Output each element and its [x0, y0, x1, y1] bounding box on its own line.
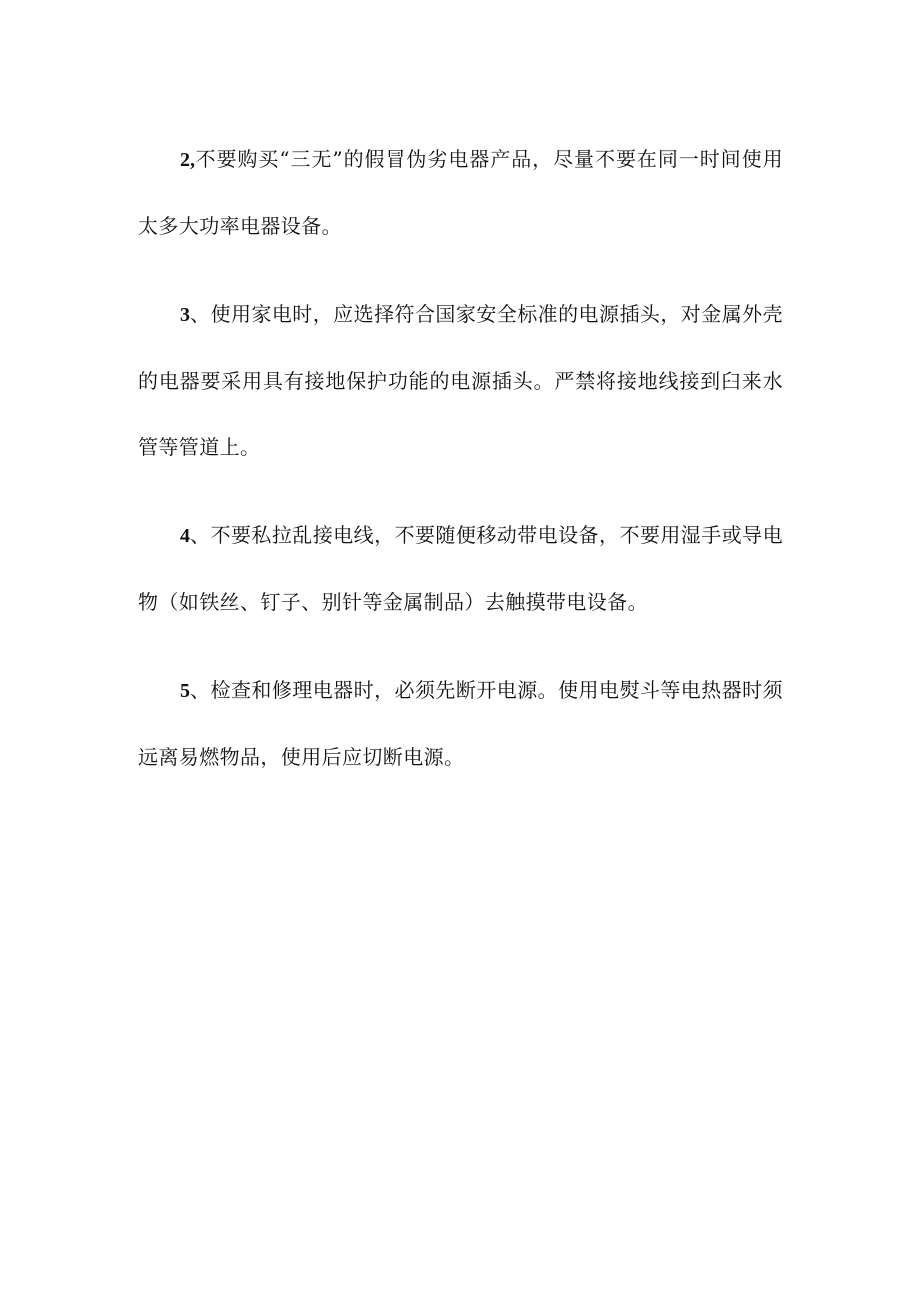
paragraph-item-4 — [138, 502, 783, 635]
paragraph-text: 、检查和修理电器时，必须先断开电源。使用电熨斗等电热器时须远离易燃物品，使用后应切断电源。 — [138, 678, 783, 769]
paragraph-item-3 — [138, 281, 783, 480]
paragraph-text: 、不要私拉乱接电线，不要随便移动带电设备，不要用湿手或导电物（如铁丝、钉子、别针等金属制品）去触摸带电设备。 — [138, 523, 783, 614]
paragraph-number: 5 — [180, 680, 190, 702]
paragraph-number: 3 — [180, 304, 190, 326]
paragraph-text: 、使用家电时，应选择符合国家安全标准的电源插头，对金属外壳的电器要采用具有接地保护功能的电源插头。严禁将接地线接到臼来水管等管道上。 — [138, 302, 783, 459]
document-page — [138, 126, 783, 812]
paragraph-number: 4 — [180, 525, 190, 547]
paragraph-item-2 — [138, 126, 783, 259]
paragraph-number: 2, — [180, 149, 195, 171]
paragraph-text: 不要购买“三无”的假冒伪劣电器产品，尽量不要在同一时间使用太多大功率电器设备。 — [138, 147, 783, 238]
paragraph-item-5 — [138, 657, 783, 790]
